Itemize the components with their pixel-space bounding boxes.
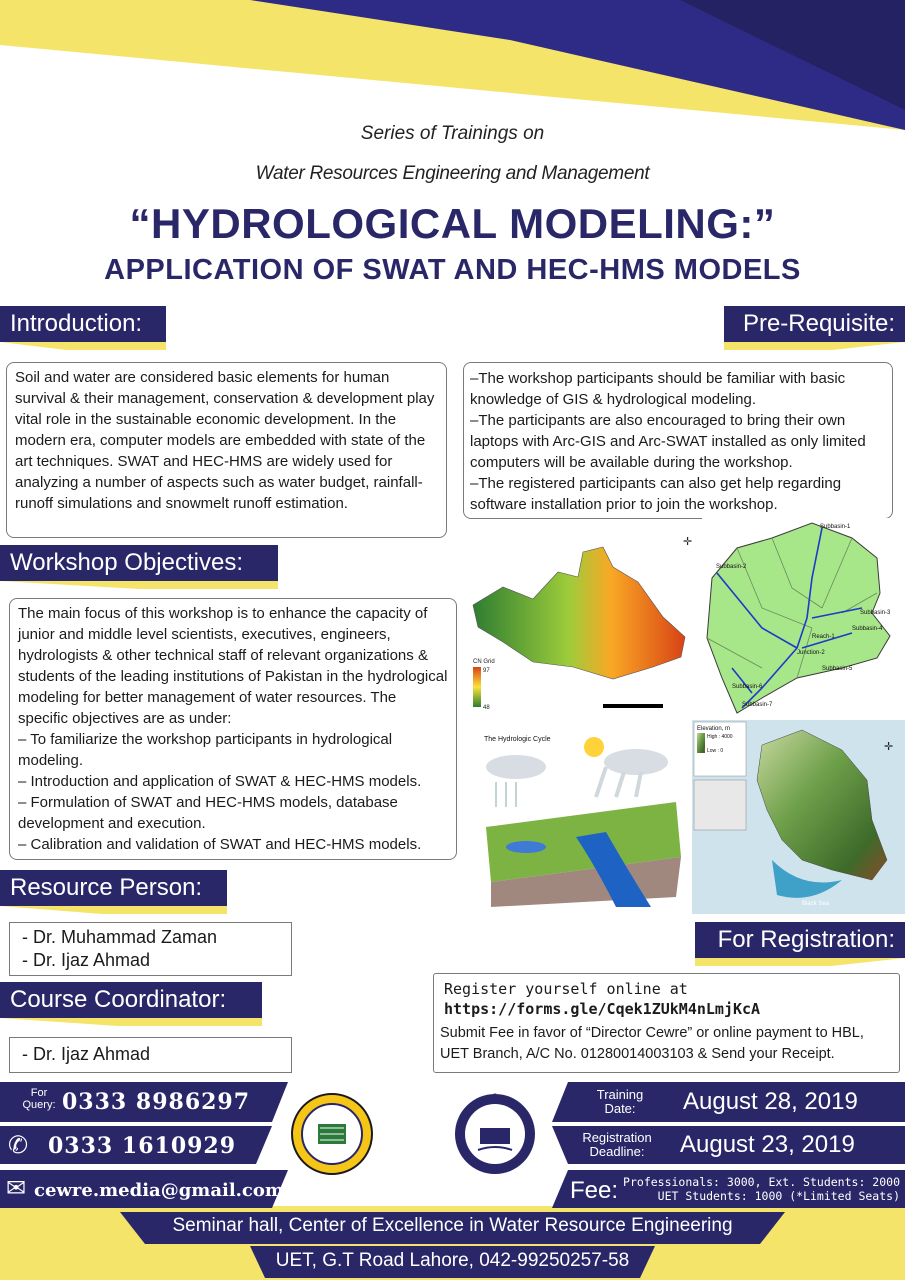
objective-item-1: – To familiarize the workshop participants in hydrological modeling. bbox=[18, 731, 393, 769]
rain-lines bbox=[496, 782, 516, 807]
venue-line-1: Seminar hall, Center of Excellence in Water Resource Engineering bbox=[172, 1215, 733, 1236]
subbasin-label: Subbasin-5 bbox=[822, 666, 853, 672]
subbasin-label: Subbasin-7 bbox=[742, 702, 773, 708]
crescent-icon: ☪ bbox=[491, 1092, 500, 1102]
cn-legend-low: 48 bbox=[483, 705, 490, 711]
cycle-title: The Hydrologic Cycle bbox=[484, 736, 551, 743]
deadline-date: August 23, 2019 bbox=[680, 1131, 855, 1158]
prerequisite-item-1: –The workshop participants should be familiar with basic knowledge of GIS & hydrological modeling. bbox=[470, 370, 846, 408]
phone-number-1[interactable]: 0333 8986297 bbox=[62, 1089, 251, 1115]
series-line-1: Series of Trainings on bbox=[360, 123, 545, 144]
registration-heading bbox=[695, 922, 905, 958]
objectives-box bbox=[9, 598, 457, 860]
header-decoration bbox=[0, 0, 905, 130]
heading-accent bbox=[0, 342, 166, 350]
deadline-label: Registration Deadline: bbox=[582, 1130, 652, 1159]
elevation-legend-title: Elevation, m bbox=[697, 726, 731, 732]
subbasin-label: Junction-2 bbox=[797, 650, 825, 656]
cn-grid-region bbox=[473, 547, 685, 679]
coordinator-heading-text: Course Coordinator: bbox=[10, 986, 227, 1013]
title-line-2: APPLICATION OF SWAT AND HEC-HMS MODELS bbox=[104, 254, 801, 286]
registration-box bbox=[433, 973, 900, 1073]
fee-details bbox=[622, 1175, 900, 1203]
elevation-legend-low: Low : 0 bbox=[707, 748, 724, 754]
objective-item-3: – Formulation of SWAT and HEC-HMS models, database development and execution. bbox=[18, 794, 398, 832]
subbasin-label: Reach-1 bbox=[812, 634, 835, 640]
fee-label: Fee: bbox=[570, 1177, 619, 1204]
objectives-intro: The main focus of this workshop is to enhance the capacity of junior and middle level scientists, executives, engineers, hydrologists & other technical staff of relevant organizations & students of the leading institutions of Pakistan in the hydrological modeling for better management of water resources. The specific objectives are as under: bbox=[18, 605, 448, 727]
prerequisite-item-2: –The participants are also encouraged to bring their own laptops with Arc-GIS and Arc-SWAT installed as only limited computers will be available during the workshop. bbox=[470, 412, 866, 471]
phone-number-2[interactable]: 0333 1610929 bbox=[48, 1133, 237, 1159]
cloud-icon bbox=[604, 749, 668, 775]
sea-label: Black Sea bbox=[802, 901, 830, 907]
cn-legend-title: CN Grid bbox=[473, 659, 495, 665]
cn-legend-bar bbox=[473, 667, 481, 707]
subbasin-schematic-map bbox=[702, 518, 905, 718]
lake bbox=[506, 841, 546, 853]
heading-accent bbox=[0, 1018, 262, 1026]
venue-line-2: UET, G.T Road Lahore, 042-99250257-58 bbox=[275, 1250, 630, 1271]
cn-grid-map bbox=[463, 527, 698, 718]
heading-accent bbox=[0, 581, 278, 589]
uet-logo bbox=[290, 1092, 374, 1176]
phone-icon: ✆ bbox=[8, 1132, 29, 1159]
registration-url-link[interactable]: https://forms.gle/Cqek1ZUkM4nLmjKcA bbox=[444, 1000, 761, 1018]
coordinator-heading bbox=[0, 982, 262, 1018]
prerequisite-item-3: –The registered participants can also get help regarding software installation prior to join the workshop. bbox=[470, 475, 842, 513]
subbasin-label: Subbasin-1 bbox=[820, 524, 851, 530]
inset-map bbox=[694, 780, 746, 830]
introduction-heading-text: Introduction: bbox=[10, 310, 143, 337]
heading-accent bbox=[695, 958, 905, 966]
prerequisite-heading bbox=[724, 306, 905, 342]
elevation-legend-high: High : 4000 bbox=[707, 734, 733, 740]
cloud-icon bbox=[486, 755, 546, 779]
training-date-label: Training Date: bbox=[596, 1087, 644, 1116]
registration-heading-text: For Registration: bbox=[717, 926, 895, 953]
coordinator-box bbox=[9, 1037, 292, 1073]
subbasin-label: Subbasin-4 bbox=[852, 626, 883, 632]
email-address[interactable]: cewre.media@gmail.com bbox=[34, 1180, 284, 1201]
prerequisite-box bbox=[463, 362, 893, 519]
cewre-logo-building bbox=[480, 1128, 510, 1144]
objectives-heading bbox=[0, 545, 278, 581]
resource-person-box bbox=[9, 922, 292, 976]
objective-item-2: – Introduction and application of SWAT & HEC-HMS models. bbox=[18, 773, 422, 790]
subbasin-label: Subbasin-2 bbox=[716, 564, 747, 570]
elevation-region bbox=[757, 730, 887, 880]
subbasin-label: Subbasin-3 bbox=[860, 610, 891, 616]
objective-item-4: – Calibration and validation of SWAT and HEC-HMS models. bbox=[18, 836, 422, 853]
elevation-map bbox=[692, 720, 905, 914]
fee-line-1: Professionals: 3000, Ext. Students: 2000 bbox=[623, 1175, 900, 1189]
sun-icon bbox=[584, 737, 604, 757]
heading-accent bbox=[0, 906, 227, 914]
introduction-text: Soil and water are considered basic elements for human survival & their management, conservation & development play vital role in the sustainable economic development. In the modern era, computer models are embedded with state of the art techniques. SWAT and HEC-HMS are widely used for analyzing a number of aspects such as water budget, rainfall-runoff simulations and snowmelt runoff estimation. bbox=[15, 369, 435, 512]
training-date: August 28, 2019 bbox=[683, 1088, 858, 1115]
registration-payment-text: Submit Fee in favor of “Director Cewre” or online payment to HBL, UET Branch, A/C No. 01280014003103 & Send your Receipt. bbox=[440, 1025, 864, 1062]
objectives-heading-text: Workshop Objectives: bbox=[10, 549, 243, 576]
introduction-box bbox=[6, 362, 447, 538]
series-line-2: Water Resources Engineering and Management bbox=[255, 163, 650, 184]
introduction-heading bbox=[0, 306, 166, 342]
title-line-1: “HYDROLOGICAL MODELING:” bbox=[129, 200, 776, 247]
hydrologic-cycle-illustration bbox=[476, 727, 688, 910]
cewre-logo bbox=[452, 1090, 538, 1176]
resource-person-heading-text: Resource Person: bbox=[10, 874, 203, 901]
resource-person-2: - Dr. Ijaz Ahmad bbox=[22, 950, 151, 970]
resource-person-heading bbox=[0, 870, 227, 906]
resource-person-1: - Dr. Muhammad Zaman bbox=[22, 927, 218, 947]
fee-line-2: UET Students: 1000 (*Limited Seats) bbox=[657, 1189, 900, 1203]
cn-legend-high: 97 bbox=[483, 668, 490, 674]
scale-bar bbox=[603, 704, 663, 708]
prerequisite-heading-text: Pre-Requisite: bbox=[742, 310, 895, 337]
email-icon: ✉ bbox=[6, 1175, 27, 1202]
north-arrow-icon: ✛ bbox=[884, 741, 894, 753]
subbasin-label: Subbasin-6 bbox=[732, 684, 763, 690]
query-label: For Query: bbox=[22, 1087, 56, 1111]
heading-accent bbox=[724, 342, 905, 350]
registration-line1: Register yourself online at bbox=[444, 980, 688, 998]
elevation-legend-bar bbox=[697, 733, 705, 753]
north-arrow-icon: ✛ bbox=[683, 536, 693, 548]
coordinator-1: - Dr. Ijaz Ahmad bbox=[22, 1044, 151, 1064]
